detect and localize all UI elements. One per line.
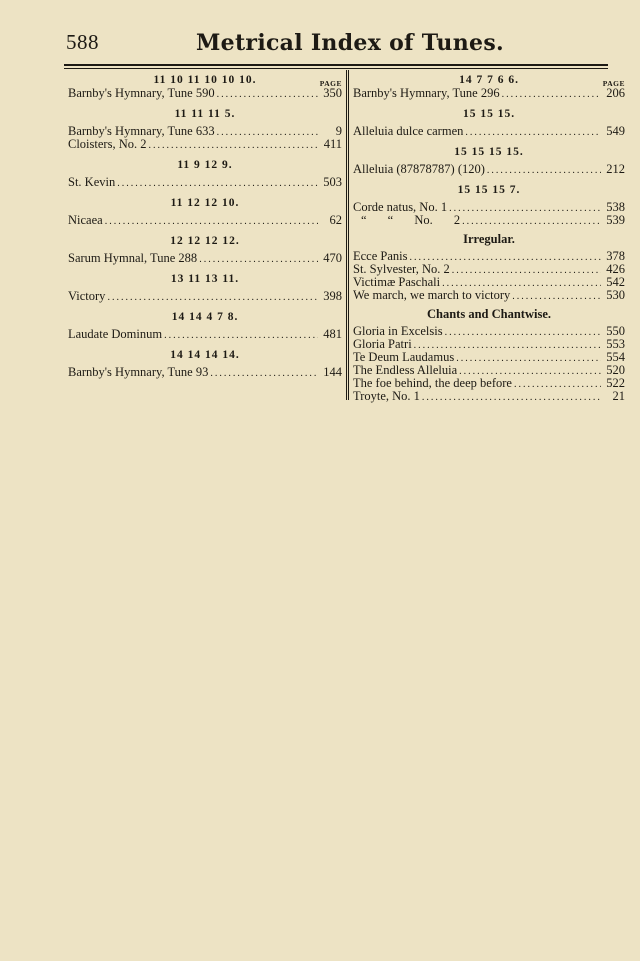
index-entry (68, 290, 342, 303)
tune-name: Gloria Patri (353, 337, 412, 351)
dot-leader (117, 177, 318, 190)
page-ref: 503 (323, 175, 342, 189)
dot-leader (164, 329, 318, 342)
page-ref: 520 (606, 363, 625, 377)
meter-heading: 15 15 15 7. (457, 184, 521, 196)
dot-leader (217, 126, 318, 139)
tune-name: Nicaea (68, 213, 103, 227)
page-ref: 550 (606, 324, 625, 338)
tune-name: Alleluia dulce carmen (353, 124, 464, 138)
index-entry (353, 214, 625, 227)
meter-heading: 14 14 14 14. (170, 349, 240, 361)
page-ref: 549 (606, 124, 625, 138)
tune-name: Barnby's Hymnary, Tune 296 (353, 86, 500, 100)
page-ref: 350 (323, 86, 342, 100)
tune-name: Victimæ Paschali (353, 275, 441, 289)
dot-leader (452, 264, 601, 277)
index-entry (353, 125, 625, 138)
section-title-irregular: Irregular. (463, 232, 515, 246)
meter-heading-row (353, 72, 625, 87)
page-column-label: PAGE (602, 79, 625, 88)
index-entry (68, 138, 342, 151)
page-ref: 212 (606, 162, 625, 176)
right-column (353, 70, 625, 403)
tune-name: Ecce Panis (353, 249, 408, 263)
index-entry (68, 87, 342, 100)
dot-leader (210, 367, 318, 380)
tune-name: Barnby's Hymnary, Tune 93 (68, 365, 209, 379)
meter-heading: 11 9 12 9. (177, 159, 233, 171)
index-entry (353, 87, 625, 100)
page-ref: 144 (323, 365, 342, 379)
meter-heading: 13 11 13 11. (170, 273, 240, 285)
header-rule-thin (64, 68, 608, 69)
column-divider (346, 70, 349, 400)
index-entry (68, 252, 342, 265)
page-ref: 530 (606, 288, 625, 302)
meter-heading: 11 11 11 5. (174, 108, 236, 120)
tune-name: Sarum Hymnal, Tune 288 (68, 251, 198, 265)
page-ref: 538 (606, 200, 625, 214)
index-entry (353, 289, 625, 302)
dot-leader (217, 88, 318, 101)
dot-leader (456, 352, 601, 365)
page-ref: 62 (329, 213, 342, 227)
index-entry (68, 214, 342, 227)
page-title: Metrical Index of Tunes. (196, 30, 504, 56)
page-ref: 9 (335, 124, 342, 138)
tune-name: Cloisters, No. 2 (68, 137, 147, 151)
page-ref: 542 (606, 275, 625, 289)
meter-heading-row (68, 72, 342, 87)
page-ref: 21 (612, 389, 625, 403)
index-entry (68, 366, 342, 379)
dot-leader (462, 215, 601, 228)
meter-heading: 11 10 11 10 10 10. (153, 74, 257, 86)
page-number: 588 (66, 30, 99, 54)
page-ref: 426 (606, 262, 625, 276)
tune-name: Barnby's Hymnary, Tune 590 (68, 86, 215, 100)
tune-name: Alleluia (87878787) (120) (353, 162, 485, 176)
tune-name: Te Deum Laudamus (353, 350, 455, 364)
dot-leader (148, 139, 318, 152)
page-ref: 398 (323, 289, 342, 303)
tune-name: Victory (68, 289, 106, 303)
page-ref: 378 (606, 249, 625, 263)
tune-name: Troyte, No. 1 (353, 389, 420, 403)
dot-leader (514, 378, 601, 391)
dot-leader (107, 291, 318, 304)
dot-leader (465, 126, 601, 139)
tune-name: St. Sylvester, No. 2 (353, 262, 450, 276)
tune-name: Corde natus, No. 1 (353, 200, 448, 214)
tune-name: The Endless Alleluia (353, 363, 458, 377)
meter-heading: 11 12 12 10. (170, 197, 240, 209)
page-column-label: PAGE (319, 79, 342, 88)
dot-leader (487, 164, 601, 177)
tune-name: We march, we march to victory (353, 288, 511, 302)
tune-name: Laudate Dominum (68, 327, 163, 341)
dot-leader (105, 215, 318, 228)
page-ref: 481 (323, 327, 342, 341)
index-entry (68, 176, 342, 189)
header-rule (64, 64, 608, 66)
index-entry (68, 328, 342, 341)
dot-leader (502, 88, 601, 101)
page-ref: 553 (606, 337, 625, 351)
index-entry (353, 163, 625, 176)
tune-name: Gloria in Excelsis (353, 324, 443, 338)
tune-name: St. Kevin (68, 175, 116, 189)
section-title-chants: Chants and Chantwise. (427, 307, 551, 321)
dot-leader (199, 253, 318, 266)
dot-leader (445, 326, 601, 339)
meter-heading: 14 7 7 6 6. (459, 74, 519, 86)
index-entry (353, 390, 625, 403)
page-ref: 522 (606, 376, 625, 390)
page-ref: 554 (606, 350, 625, 364)
meter-heading: 15 15 15. (462, 108, 516, 120)
dot-leader (512, 290, 601, 303)
meter-heading: 15 15 15 15. (454, 146, 524, 158)
page-ref: 539 (606, 213, 625, 227)
tune-name: The foe behind, the deep before (353, 376, 512, 390)
meter-heading: 14 14 4 7 8. (171, 311, 239, 323)
dot-leader (422, 391, 601, 404)
tune-name: “ “ No. 2 (361, 213, 461, 227)
tune-name: Barnby's Hymnary, Tune 633 (68, 124, 215, 138)
page-ref: 411 (323, 137, 342, 151)
page-ref: 470 (323, 251, 342, 265)
page-ref: 206 (606, 86, 625, 100)
left-column (68, 70, 342, 379)
meter-heading: 12 12 12 12. (170, 235, 240, 247)
dot-leader (449, 202, 601, 215)
